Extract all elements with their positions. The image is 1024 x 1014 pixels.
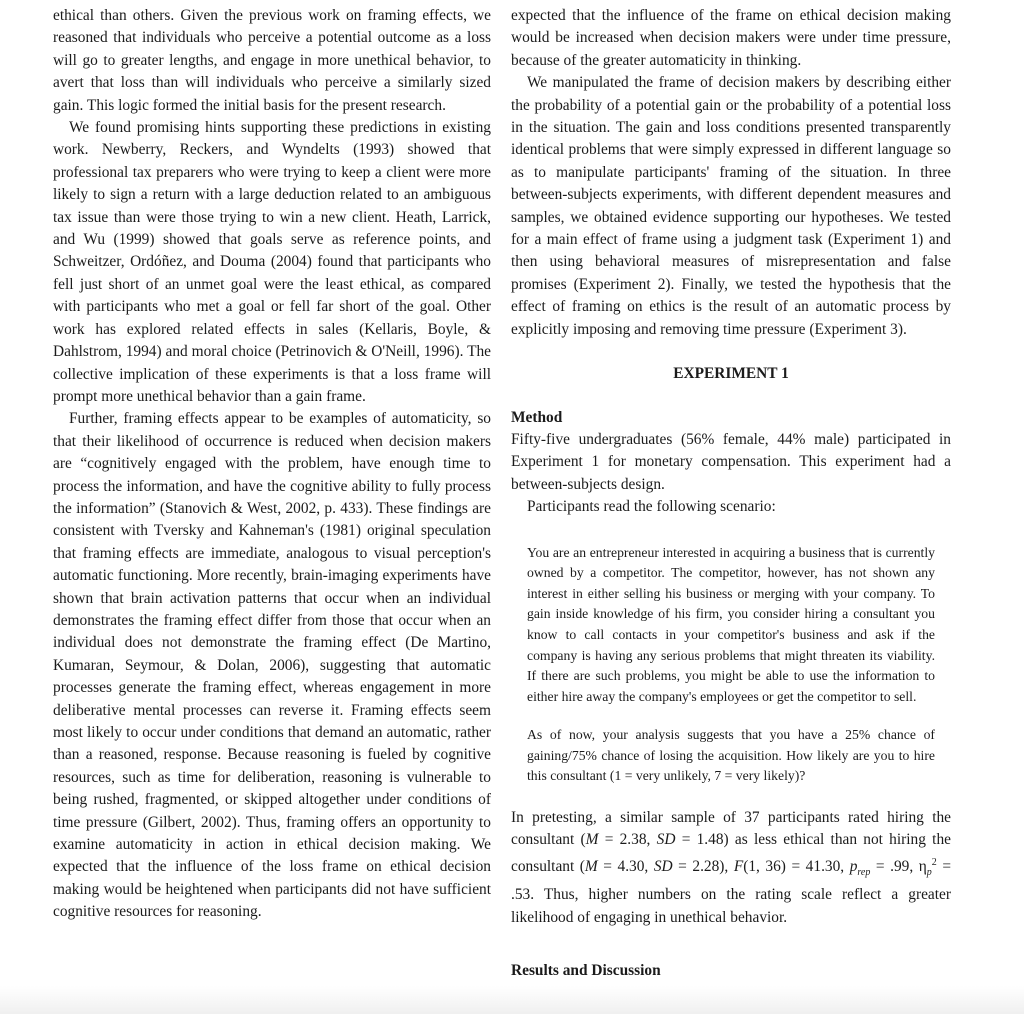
paragraph-prior-work: We found promising hints supporting these predictions in existing work. Newberry, Reckers, and Wyndelts (1993) showed that professional tax preparers who were trying to keep a client were more likely to sign a return with a large deduction related to an ambiguous tax issue than were those trying to win a new client. Heath, Larrick, and Wu (1999) showed that goals serve as reference points, and Schweitzer, Ordóñez, and Douma (2004) found that participants who fell just short of an unmet goal were the least ethical, as compared with participants who met a goal or fell far short of the goal. Other work has explored related effects in sales (Kellaris, Boyle, & Dahlstrom, 1994) and moral choice (Petrinovich & O'Neill, 1996). The collective implication of these experiments is that a loss frame will prompt more unethical behavior than a gain frame. bbox=[53, 119, 491, 405]
stat-eta-superscript: 2 bbox=[931, 856, 937, 868]
stat-mean-symbol: M bbox=[585, 831, 599, 849]
heading-results-discussion: Results and Discussion bbox=[511, 962, 661, 980]
paragraph-time-pressure: expected that the influence of the frame on ethical decision making would be increased when decision makers were under time pressure, because of the greater automaticity in thinking. bbox=[511, 7, 951, 69]
bottom-fade bbox=[0, 986, 1024, 1014]
pretest-text-8: = .53. Thus, higher numbers on the rating scale reflect a greater likelihood of engaging in unethical behavior. bbox=[511, 858, 951, 926]
stat-p-symbol: p bbox=[849, 858, 858, 875]
stat-eta-subscript: p bbox=[926, 867, 932, 879]
heading-method: Method bbox=[511, 408, 563, 426]
pretest-text-4: = 4.30, bbox=[597, 858, 654, 875]
pretest-text-7: = .99, η bbox=[870, 858, 927, 875]
pretest-text-3: = 1.48) as less ethical than not hiring the consultant ( bbox=[511, 831, 951, 875]
right-column bbox=[511, 5, 951, 983]
stat-mean-symbol-2: M bbox=[584, 858, 598, 875]
paragraph-framing-reasoning: ethical than others. Given the previous work on framing effects, we reasoned that individuals who perceive a potential outcome as a loss will go to greater lengths, and engage in more unethical behavior, to avert that loss than will individuals who perceive a similarly sized gain. This logic formed the initial basis for the present research. bbox=[53, 7, 491, 114]
pretest-text-1: In pretesting, a similar sample of 37 participants rated hiring the consultant ( bbox=[511, 809, 951, 849]
paragraph-automaticity: Further, framing effects appear to be examples of automaticity, so that their likelihood of occurrence is reduced when decision makers are “cognitively engaged with the problem, have enough time to process the information, and have the cognitive ability to fully process the information” (Stanovich & West, 2002, p. 433). These findings are consistent with Tversky and Kahneman's (1981) original speculation that framing effects are immediate, analogous to visual perception's automatic functioning. More recently, brain-imaging experiments have shown that brain activation patterns that occur when an individual demonstrates the framing effect differ from those that occur when an individual does not demonstrate the framing effect (De Martino, Kumaran, Seymour, & Dolan, 2006), suggesting that automatic processes generate the framing effect, whereas engagement in more deliberative mental processes can reverse it. Framing effects seem most likely to occur under conditions that demand an automatic, rather than a reasoned, response. Because reasoning is fueled by cognitive resources, such as time for deliberation, reasoning is vulnerable to being rushed, fragmented, or skipped altogether under conditions of time pressure (Gilbert, 2002). Thus, framing offers an opportunity to examine automaticity in action in ethical decision making. We expected that the influence of the loss frame on ethical decision making would be heightened when participants did not have sufficient cognitive resources for reasoning. bbox=[53, 410, 491, 921]
paragraph-scenario-intro: Participants read the following scenario: bbox=[527, 498, 776, 516]
left-column bbox=[53, 5, 491, 924]
scenario-quote: You are an entrepreneur interested in acquiring a business that is currently owned by a competitor. The competitor, however, has not shown any interest in either selling his business or merging with your company. To gain inside knowledge of his firm, you consider hiring a consultant you know to call contacts in your competitor's business and ask if the company is having any serious problems that might threaten its viability. If there are such problems, you might be able to use the information to either hire away the company's employees or get the competitor to sell. bbox=[527, 544, 935, 704]
stat-sd-symbol: SD bbox=[656, 831, 676, 849]
pretest-text-2: = 2.38, bbox=[598, 831, 657, 849]
heading-experiment-1: EXPERIMENT 1 bbox=[673, 365, 789, 383]
stat-sd-symbol-2: SD bbox=[653, 858, 673, 875]
stat-p-subscript: rep bbox=[857, 867, 871, 879]
paragraph-participants: Fifty-five undergraduates (56% female, 44% male) participated in Experiment 1 for monetary compensation. This experiment had a between-subjects design. bbox=[511, 430, 951, 493]
pretest-text-6: (1, 36) = 41.30, bbox=[743, 858, 850, 875]
paragraph-manipulation: We manipulated the frame of decision makers by describing either the probability of a potential gain or the probability of a potential loss in the situation. The gain and loss conditions presented transparently identical problems that were simply expressed in different language so as to manipulate participants' framing of the situation. In three between-subjects experiments, with different dependent measures and samples, we obtained evidence supporting our hypotheses. We tested for a main effect of frame using a judgment task (Experiment 1) and then using behavioral measures of misrepresentation and false promises (Experiment 2). Finally, we tested the hypothesis that the effect of framing on ethics is the result of an automatic process by explicitly imposing and removing time pressure (Experiment 3). bbox=[511, 74, 951, 338]
stat-f-symbol: F bbox=[733, 858, 744, 875]
scenario-question: As of now, your analysis suggests that you have a 25% chance of gaining/75% chance of losing the acquisition. How likely are you to hire this consultant (1 = very unlikely, 7 = very likely)? bbox=[527, 727, 935, 784]
pretest-text-5: = 2.28), bbox=[672, 858, 734, 875]
paragraph-pretesting bbox=[511, 807, 951, 929]
